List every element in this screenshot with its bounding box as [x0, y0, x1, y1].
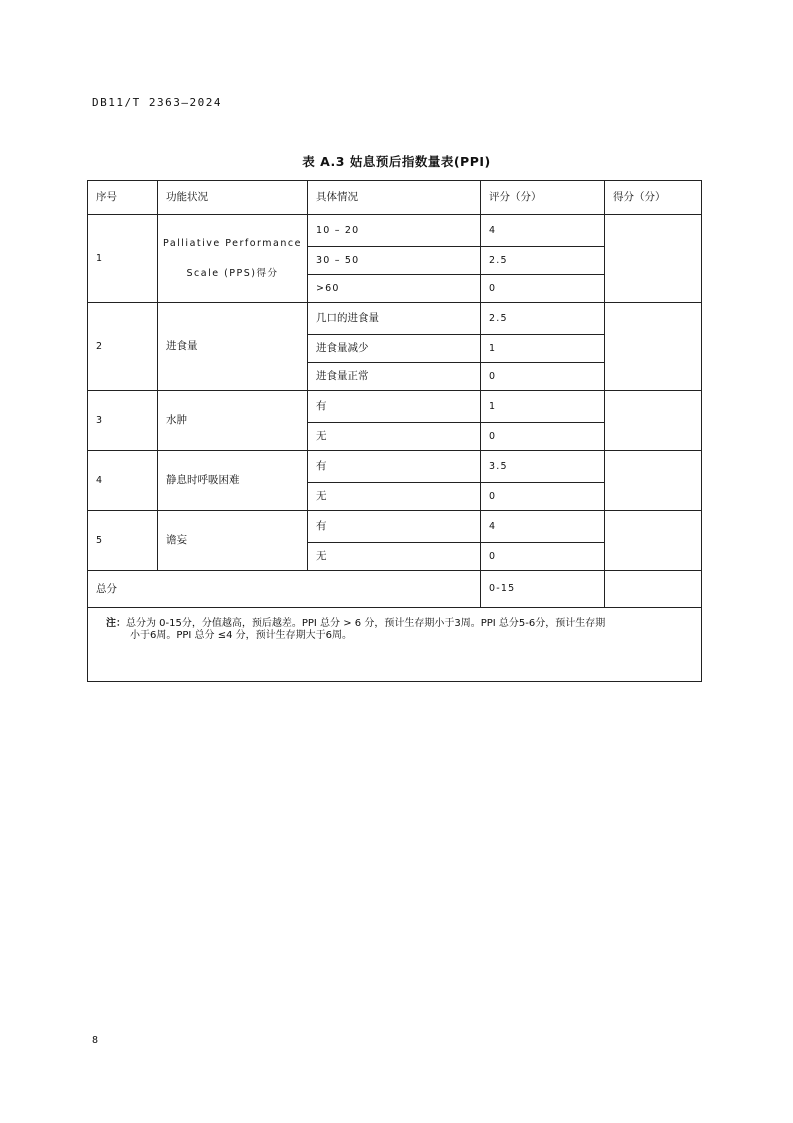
note-line2: 小于6周。PPI 总分 ≤4 分，预计生存期大于6周。: [130, 630, 353, 641]
detail-cell: 进食量正常: [308, 363, 481, 391]
header-score: 评分（分）: [481, 181, 605, 215]
table-row: [88, 511, 702, 543]
header-detail: 具体情况: [308, 181, 481, 215]
note-label: 注：: [106, 618, 126, 629]
function-cell: 谵妄: [158, 511, 308, 571]
detail-cell: 无: [308, 423, 481, 451]
detail-cell: >60: [308, 275, 481, 303]
score-cell: 0: [481, 543, 605, 571]
row-number: 2: [88, 303, 158, 391]
header-result: 得分（分）: [605, 181, 702, 215]
score-cell: 1: [481, 391, 605, 423]
result-cell[interactable]: [605, 303, 702, 391]
total-result-cell[interactable]: [605, 571, 702, 608]
score-cell: 1: [481, 335, 605, 363]
note-row: [88, 608, 702, 682]
header-no: 序号: [88, 181, 158, 215]
row-number: 1: [88, 215, 158, 303]
detail-cell: 有: [308, 451, 481, 483]
total-row: [88, 571, 702, 608]
table-header-row: [88, 181, 702, 215]
header-function: 功能状况: [158, 181, 308, 215]
ppi-table: [87, 180, 702, 682]
row-number: 5: [88, 511, 158, 571]
row-number: 4: [88, 451, 158, 511]
page-number: 8: [92, 1035, 99, 1046]
table-row: [88, 451, 702, 483]
row-number: 3: [88, 391, 158, 451]
detail-cell: 10 – 20: [308, 215, 481, 247]
result-cell[interactable]: [605, 511, 702, 571]
score-cell: 2.5: [481, 303, 605, 335]
result-cell[interactable]: [605, 451, 702, 511]
result-cell[interactable]: [605, 215, 702, 303]
note-line1: 总分为 0-15分，分值越高，预后越差。PPI 总分 > 6 分，预计生存期小于3周。PPI 总分5-6分，预计生存期: [126, 618, 606, 629]
function-label-line2: Scale (PPS)得分: [186, 267, 279, 279]
total-score: 0-15: [481, 571, 605, 608]
detail-cell: 有: [308, 391, 481, 423]
score-cell: 0: [481, 363, 605, 391]
score-cell: 3.5: [481, 451, 605, 483]
score-cell: 4: [481, 511, 605, 543]
detail-cell: 30 – 50: [308, 247, 481, 275]
score-cell: 4: [481, 215, 605, 247]
note-cell: [88, 608, 702, 682]
function-cell: 进食量: [158, 303, 308, 391]
function-cell: 静息时呼吸困难: [158, 451, 308, 511]
result-cell[interactable]: [605, 391, 702, 451]
table-row: [88, 391, 702, 423]
function-cell: 水肿: [158, 391, 308, 451]
score-cell: 2.5: [481, 247, 605, 275]
detail-cell: 几口的进食量: [308, 303, 481, 335]
detail-cell: 无: [308, 483, 481, 511]
score-cell: 0: [481, 423, 605, 451]
table-row: [88, 215, 702, 247]
total-label: 总分: [88, 571, 481, 608]
detail-cell: 有: [308, 511, 481, 543]
score-cell: 0: [481, 275, 605, 303]
function-cell: [158, 215, 308, 303]
function-label-line1: Palliative Performance: [163, 237, 302, 249]
document-code: DB11/T 2363—2024: [92, 96, 222, 109]
table-title: 表 A.3 姑息预后指数量表(PPI): [302, 154, 491, 169]
table-row: [88, 303, 702, 335]
score-cell: 0: [481, 483, 605, 511]
detail-cell: 进食量减少: [308, 335, 481, 363]
detail-cell: 无: [308, 543, 481, 571]
